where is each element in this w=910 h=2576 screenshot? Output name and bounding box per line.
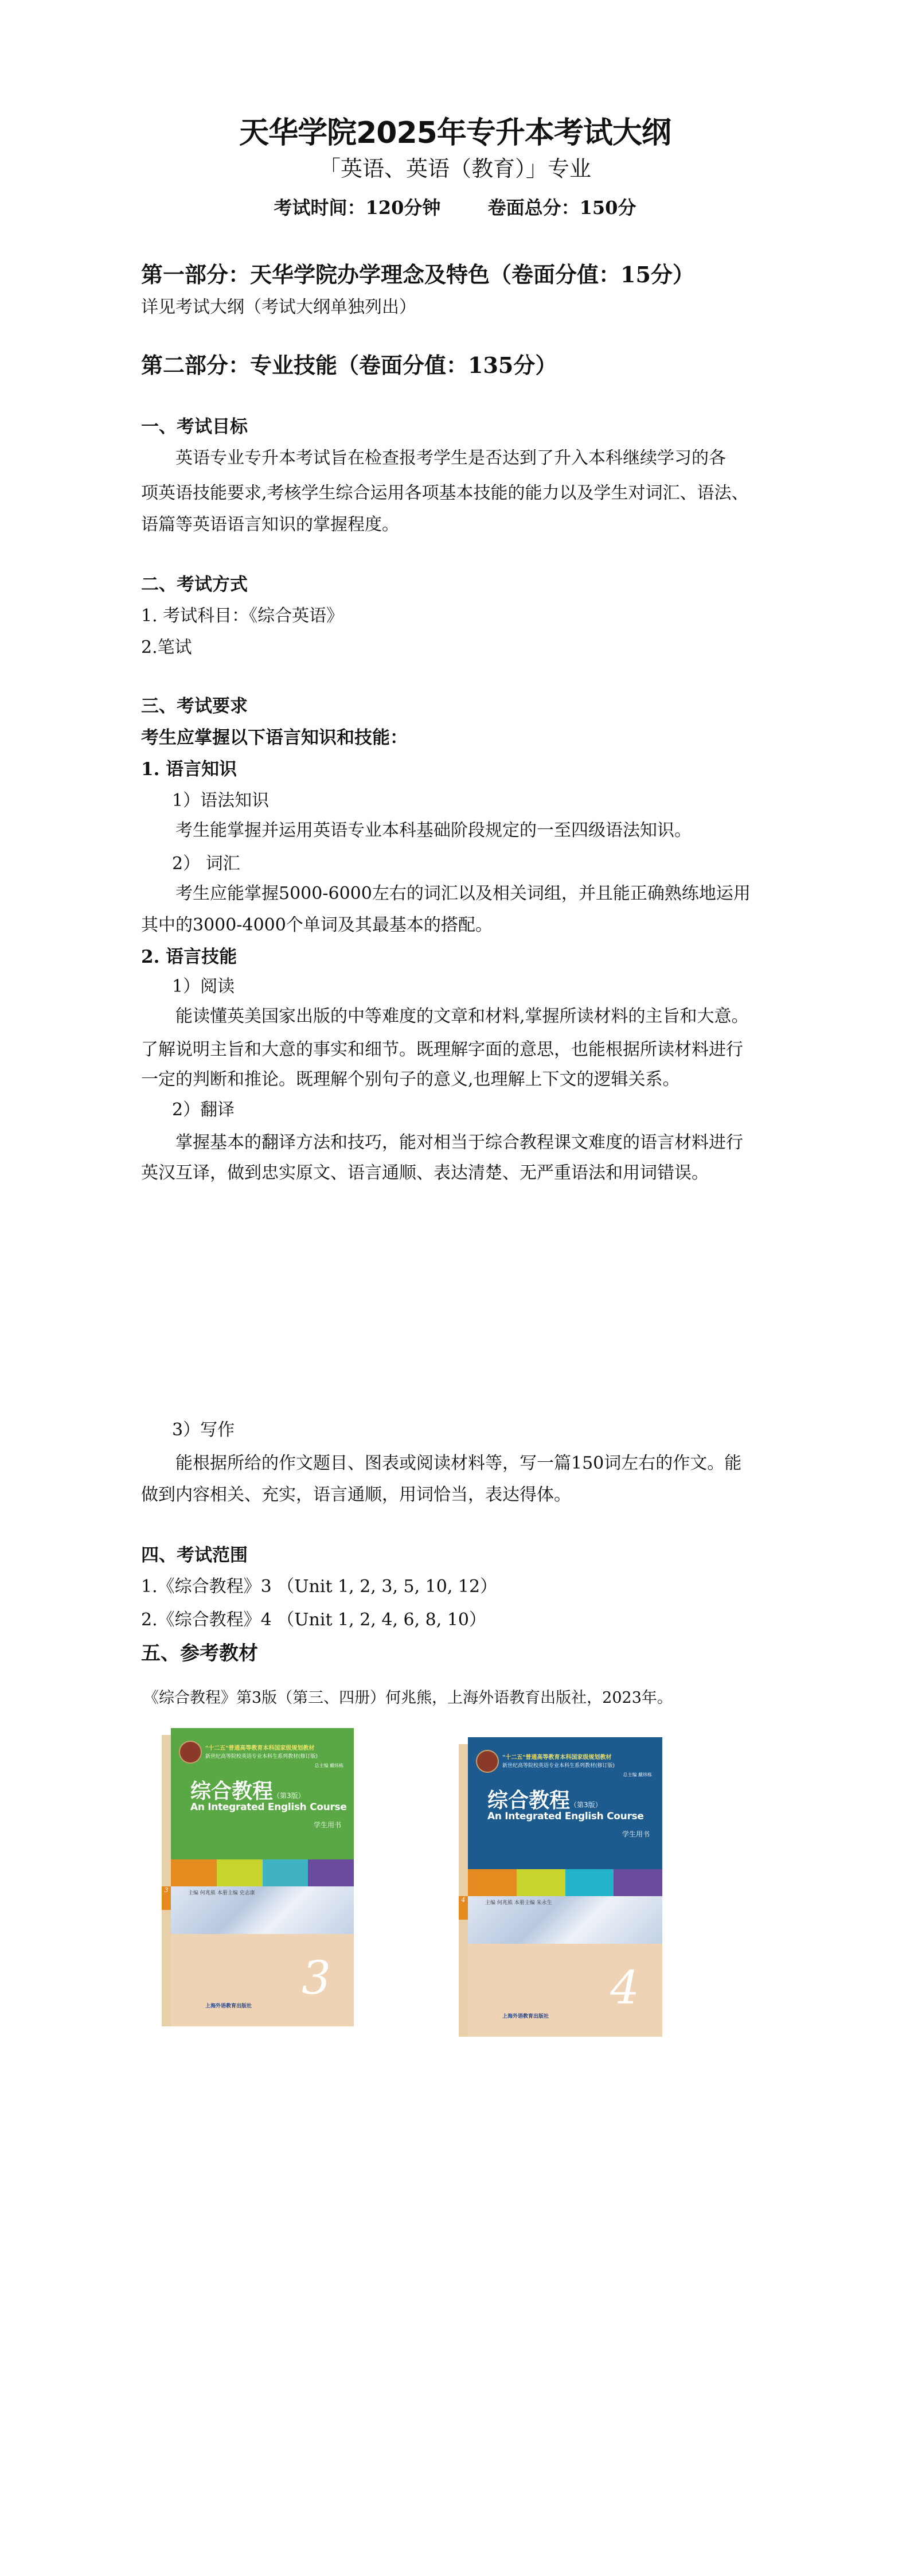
book-spine xyxy=(162,1735,171,2026)
book-series: "十二五"普通高等教育本科国家级规划教材 xyxy=(205,1745,315,1752)
exam-time: 考试时间：120分钟 xyxy=(274,197,441,219)
sec2-item: 1. 考试科目：《综合英语》 xyxy=(141,606,344,626)
reference-text: 《综合教程》第3版（第三、四册）何兆熊，上海外语教育出版社，2023年。 xyxy=(143,1689,673,1707)
translation-label: 2）翻译 xyxy=(172,1100,235,1120)
document-title: 天华学院2025年专升本考试大纲 xyxy=(239,116,671,150)
reading-line: 了解说明主旨和大意的事实和细节。既理解字面的意思，也能根据所读材料进行 xyxy=(141,1040,743,1060)
total-score: 卷面总分：150分 xyxy=(487,197,636,219)
book-title-cn: 综合教程（第3版） xyxy=(487,1789,602,1812)
reading-label: 1）阅读 xyxy=(172,976,235,997)
sec4-item: 2.《综合教程》4 （Unit 1, 2, 4, 6, 8, 10） xyxy=(141,1610,487,1630)
translation-line: 英汉互译，做到忠实原文、语言通顺、表达清楚、无严重语法和用词错误。 xyxy=(141,1163,709,1183)
knowledge-heading: 1. 语言知识 xyxy=(141,759,237,780)
part1-note: 详见考试大纲（考试大纲单独列出） xyxy=(141,297,416,317)
sec1-line: 语篇等英语语言知识的掌握程度。 xyxy=(141,515,399,535)
writing-line: 能根据所给的作文题目、图表或阅读材料等，写一篇150词左右的作文。能 xyxy=(175,1453,742,1473)
book-student-label: 学生用书 xyxy=(313,1821,341,1829)
reading-line: 能读懂英美国家出版的中等难度的文章和材料,掌握所读材料的主旨和大意。 xyxy=(175,1006,749,1026)
vocab-label: 2） 词汇 xyxy=(172,854,240,874)
color-stripes xyxy=(171,1859,354,1886)
book-series-sub: 新世纪高等院校英语专业本科生系列教材(修订版) xyxy=(205,1754,318,1760)
book-series: "十二五"普通高等教育本科国家级规划教材 xyxy=(502,1754,612,1761)
skills-heading: 2. 语言技能 xyxy=(141,947,237,967)
book-title-cn: 综合教程（第3版） xyxy=(190,1780,305,1803)
book-volume-number: 4 xyxy=(610,1961,639,2015)
part1-heading: 第一部分：天华学院办学理念及特色（卷面分值：15分） xyxy=(141,262,694,287)
book-spine xyxy=(459,1744,468,2037)
reading-line: 一定的判断和推论。既理解个别句子的意义,也理解上下文的逻辑关系。 xyxy=(141,1069,680,1089)
sec1-line: 项英语技能要求,考核学生综合运用各项基本技能的能力以及学生对词汇、语法、 xyxy=(141,483,749,503)
sec2-item: 2.笔试 xyxy=(141,637,192,657)
book-chief-editor: 总主编 戴炜栋 xyxy=(314,1763,343,1768)
book-series-sub: 新世纪高等院校英语专业本科生系列教材(修订版) xyxy=(502,1763,615,1769)
writing-label: 3）写作 xyxy=(172,1420,235,1440)
series-logo-icon xyxy=(179,1741,202,1764)
spine-volume-number: 3 xyxy=(162,1886,171,1910)
book-publisher: 上海外语教育出版社 xyxy=(205,2003,252,2009)
book-cover-volume-4 xyxy=(459,1737,662,2037)
writing-line: 做到内容相关、充实，语言通顺，用词恰当，表达得体。 xyxy=(141,1485,571,1505)
color-stripes xyxy=(468,1869,662,1896)
sec3-heading: 三、考试要求 xyxy=(141,696,248,717)
translation-line: 掌握基本的翻译方法和技巧，能对相当于综合教程课文难度的语言材料进行 xyxy=(175,1133,743,1153)
sec1-heading: 一、考试目标 xyxy=(141,417,248,437)
major-subtitle: 「英语、英语（教育）」专业 xyxy=(318,156,591,181)
book-cover-volume-3 xyxy=(162,1728,354,2026)
book-authors: 主编 何兆熊 本册主编 朱永生 xyxy=(485,1900,552,1906)
sec3-intro: 考生应掌握以下语言知识和技能： xyxy=(141,727,408,748)
sec5-heading: 五、参考教材 xyxy=(141,1642,258,1665)
sec2-heading: 二、考试方式 xyxy=(141,574,248,595)
book-title-en: An Integrated English Course xyxy=(487,1811,644,1822)
vocab-line: 考生应能掌握5000-6000左右的词汇以及相关词组，并且能正确熟练地运用 xyxy=(175,884,751,904)
sec4-heading: 四、考试范围 xyxy=(141,1545,248,1566)
vocab-line: 其中的3000-4000个单词及其最基本的搭配。 xyxy=(141,915,493,935)
sec4-item: 1.《综合教程》3 （Unit 1, 2, 3, 5, 10, 12） xyxy=(141,1577,498,1597)
book-student-label: 学生用书 xyxy=(622,1830,650,1838)
part2-heading: 第二部分：专业技能（卷面分值：135分） xyxy=(141,352,557,378)
grammar-label: 1）语法知识 xyxy=(172,791,270,811)
grammar-text: 考生能掌握并运用英语专业本科基础阶段规定的一至四级语法知识。 xyxy=(175,820,692,840)
book-authors: 主编 何兆熊 本册主编 史志康 xyxy=(188,1890,255,1896)
spine-volume-number: 4 xyxy=(459,1896,468,1920)
book-title-en: An Integrated English Course xyxy=(190,1801,347,1813)
book-publisher: 上海外语教育出版社 xyxy=(502,2014,549,2019)
sec1-line: 英语专业专升本考试旨在检查报考学生是否达到了升入本科继续学习的各 xyxy=(175,448,726,468)
book-chief-editor: 总主编 戴炜栋 xyxy=(623,1772,652,1777)
series-logo-icon xyxy=(476,1750,499,1773)
exam-meta xyxy=(0,196,910,219)
book-volume-number: 3 xyxy=(302,1951,331,2005)
